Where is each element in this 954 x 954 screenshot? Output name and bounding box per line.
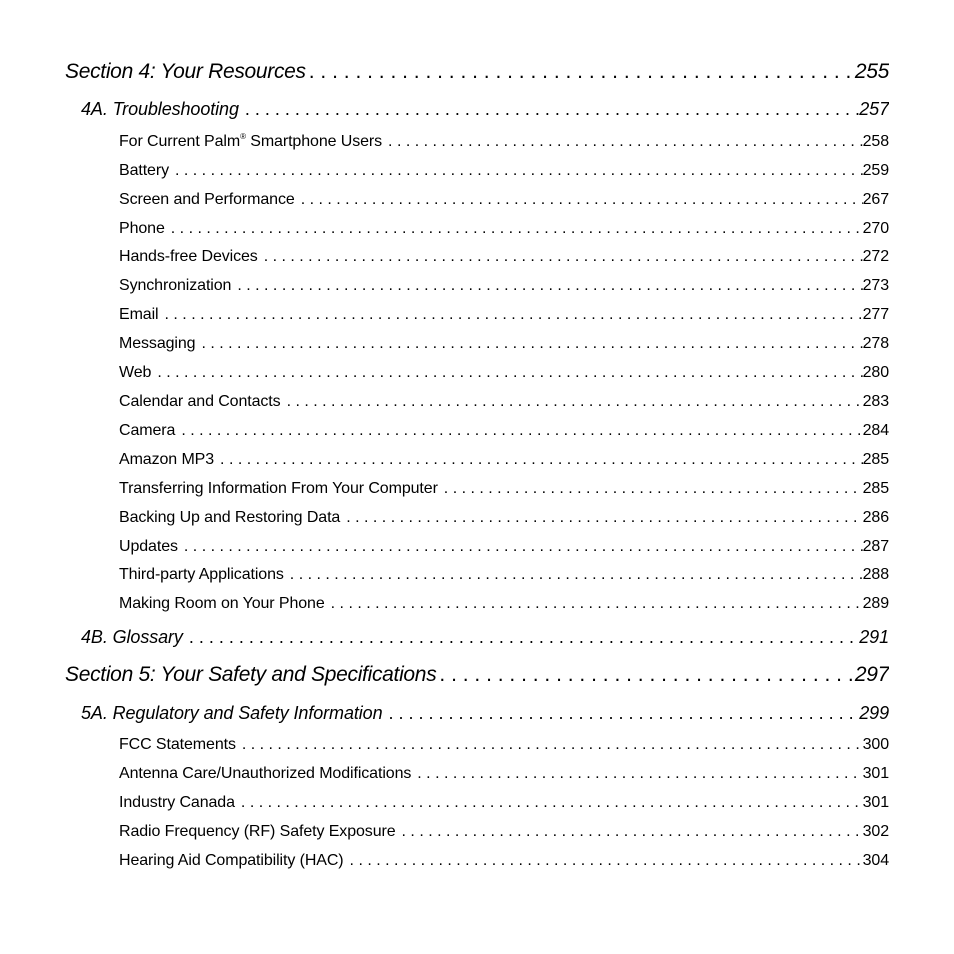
toc-entry[interactable]: [119, 566, 889, 584]
dot-leader: [438, 480, 863, 498]
toc-entry-title: Third-party Applications: [119, 566, 284, 583]
dot-leader: [411, 765, 862, 783]
dot-leader: [235, 794, 863, 812]
toc-entry[interactable]: [119, 162, 889, 180]
toc-page-number: 267: [862, 191, 889, 208]
toc-entry-title: Calendar and Contacts: [119, 393, 281, 410]
dot-leader: [231, 277, 862, 295]
toc-entry-title: Hands-free Devices: [119, 248, 258, 265]
dot-leader: [258, 248, 863, 266]
toc-chapter-5a[interactable]: [81, 703, 889, 724]
toc-entry-title: Battery: [119, 162, 169, 179]
toc-entry[interactable]: [119, 364, 889, 382]
toc-entry-title: FCC Statements: [119, 736, 236, 753]
toc-section-5[interactable]: [65, 663, 889, 687]
dot-leader: [281, 393, 863, 411]
toc-chapter-4b[interactable]: [81, 627, 889, 648]
toc-entry-title: Industry Canada: [119, 794, 235, 811]
toc-page-number: 284: [862, 422, 889, 439]
toc-page-number: 301: [862, 765, 889, 782]
dot-leader: [165, 220, 863, 238]
toc-page-number: 299: [859, 703, 889, 723]
dot-leader: [175, 422, 862, 440]
toc-entry[interactable]: [119, 595, 889, 613]
toc-entry[interactable]: [119, 852, 889, 870]
toc-entry[interactable]: [119, 191, 889, 209]
toc-page-number: 257: [859, 99, 889, 119]
toc-entry-title: Section 5: Your Safety and Specifications: [65, 663, 437, 686]
toc-entry-title: Radio Frequency (RF) Safety Exposure: [119, 823, 396, 840]
toc-page-number: 289: [862, 595, 889, 612]
toc-page-number: 285: [862, 451, 889, 468]
toc-entry-title: Screen and Performance: [119, 191, 295, 208]
toc-entry-title: Updates: [119, 538, 178, 555]
dot-leader: [214, 451, 863, 469]
dot-leader: [325, 595, 863, 613]
dot-leader: [284, 566, 863, 584]
toc-entry-title: Messaging: [119, 335, 196, 352]
dot-leader: [306, 60, 855, 84]
dot-leader: [382, 703, 859, 724]
dot-leader: [178, 538, 863, 556]
dot-leader: [239, 99, 859, 120]
toc-entry[interactable]: [119, 823, 889, 841]
toc-page-number: 273: [862, 277, 889, 294]
toc-entry-title: Web: [119, 364, 152, 381]
toc-entry[interactable]: [119, 480, 889, 498]
registered-mark: ®: [240, 133, 246, 141]
toc-page-number: 255: [854, 60, 889, 83]
toc-entry[interactable]: [119, 220, 889, 238]
toc-entry-title: Making Room on Your Phone: [119, 595, 325, 612]
toc-entry[interactable]: [119, 736, 889, 754]
dot-leader: [344, 852, 863, 870]
toc-entry[interactable]: [119, 765, 889, 783]
toc-entry-title: Synchronization: [119, 277, 232, 294]
toc-page-number: 277: [862, 306, 889, 323]
toc-entry-title: For Current Palm® Smartphone Users: [119, 133, 383, 150]
toc-entry[interactable]: [119, 277, 889, 295]
dot-leader: [183, 627, 859, 648]
toc-page-number: 270: [862, 220, 889, 237]
toc-page-number: 301: [862, 794, 889, 811]
toc-page-number: 291: [859, 627, 889, 647]
toc-page-number: 297: [854, 663, 889, 686]
toc-entry[interactable]: [119, 509, 889, 527]
dot-leader: [195, 335, 862, 353]
toc-entry-title: Camera: [119, 422, 176, 439]
toc-entry[interactable]: [119, 393, 889, 411]
toc-entry-title: 5A. Regulatory and Safety Information: [81, 703, 383, 723]
toc-page-number: 280: [862, 364, 889, 381]
toc-page-number: 286: [862, 509, 889, 526]
toc-chapter-4a[interactable]: [81, 99, 889, 120]
toc-entry[interactable]: [119, 133, 889, 151]
toc-entry[interactable]: [119, 451, 889, 469]
dot-leader: [382, 133, 863, 151]
toc-page-number: 302: [862, 823, 889, 840]
toc-entry[interactable]: [119, 335, 889, 353]
toc-page-number: 278: [862, 335, 889, 352]
dot-leader: [396, 823, 863, 841]
toc-entry[interactable]: [119, 794, 889, 812]
toc-entry-title: Antenna Care/Unauthorized Modifications: [119, 765, 412, 782]
toc-entry[interactable]: [119, 306, 889, 324]
toc-page-number: 304: [862, 852, 889, 869]
toc-entry-title: Amazon MP3: [119, 451, 215, 468]
toc-entry-title: Email: [119, 306, 159, 323]
dot-leader: [295, 191, 863, 209]
toc-page-number: 285: [862, 480, 889, 497]
toc-entry-title: Hearing Aid Compatibility (HAC): [119, 852, 344, 869]
dot-leader: [151, 364, 862, 382]
toc-entry-title: Section 4: Your Resources: [65, 60, 306, 83]
toc-entry-title: 4A. Troubleshooting: [81, 99, 239, 119]
toc-entry[interactable]: [119, 538, 889, 556]
toc-entry[interactable]: [119, 422, 889, 440]
dot-leader: [159, 306, 863, 324]
dot-leader: [236, 736, 863, 754]
toc-page-number: 283: [862, 393, 889, 410]
toc-entry[interactable]: [119, 248, 889, 266]
toc-entry-title: Transferring Information From Your Computer: [119, 480, 438, 497]
dot-leader: [169, 162, 863, 180]
toc-page-number: 288: [862, 566, 889, 583]
dot-leader: [340, 509, 862, 527]
toc-page-number: 287: [862, 538, 889, 555]
toc-section-4[interactable]: [65, 60, 889, 84]
toc-page-number: 259: [862, 162, 889, 179]
toc-page-number: 258: [862, 133, 889, 150]
toc-entry-title: 4B. Glossary: [81, 627, 183, 647]
toc-page-number: 272: [862, 248, 889, 265]
dot-leader: [436, 663, 854, 687]
toc-entry-title: Phone: [119, 220, 165, 237]
toc-page-number: 300: [862, 736, 889, 753]
toc-entry-title: Backing Up and Restoring Data: [119, 509, 341, 526]
